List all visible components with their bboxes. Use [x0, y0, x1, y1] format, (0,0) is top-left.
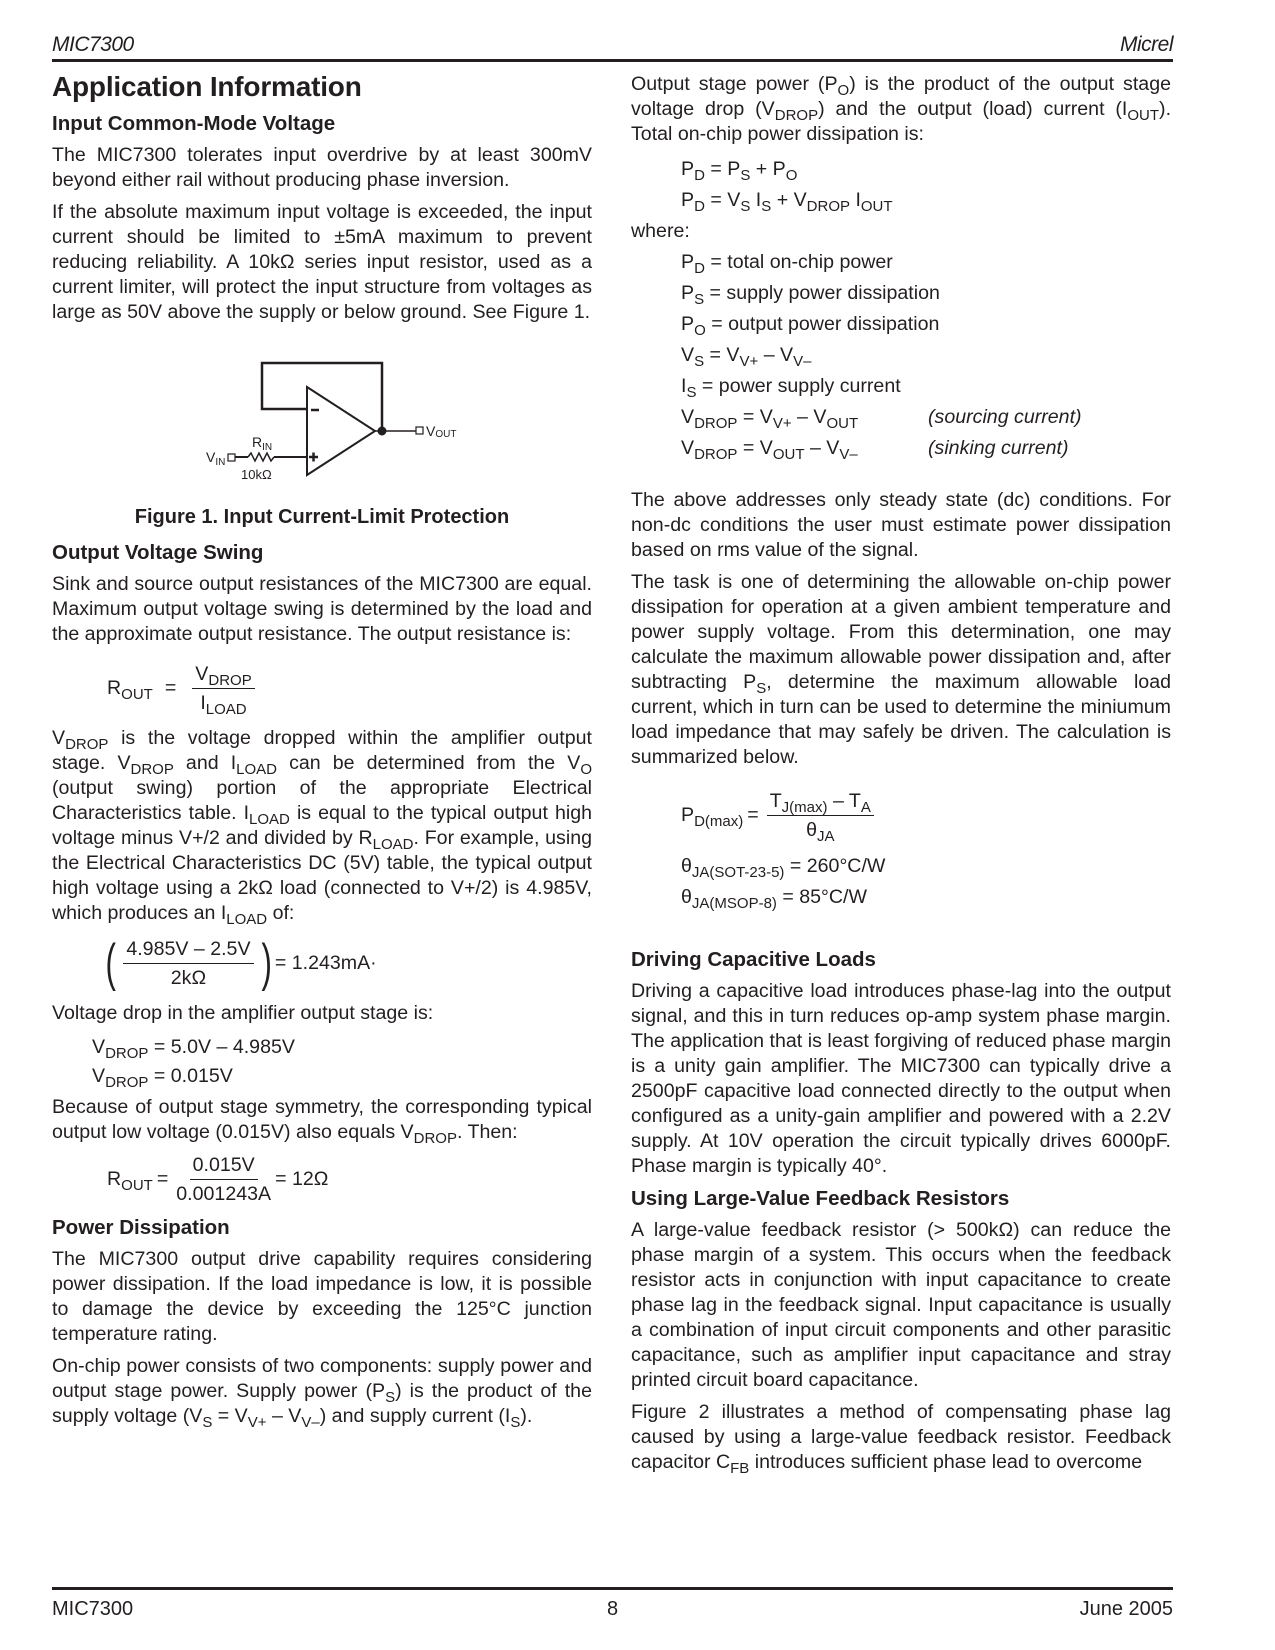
paragraph: Driving a capacitive load introduces phase-lag into the output signal, and this in turn reduces op-amp system phase margin. The application that is least forgiving of reduced phase margin is a unity gain amplifier. The MIC7300 can typically drive a 2500pF capacitive load connected directly to the output when configured as a unity-gain amplifier and powered with a 2.2V supply. At 10V operation the circuit typically drives 6000pF. Phase margin is typically 40°. [631, 980, 1171, 1177]
header-company: Micrel [1120, 33, 1173, 56]
header-rule [52, 59, 1173, 62]
page-number: 8 [606, 1598, 619, 1620]
paragraph: $V_{DROP}$ is the voltage dropped within the amplifier output stage. $V_{DROP}$ and $I_{LOAD}$ can be determined from the $V_O$ (output swing) portion of the appropriate Electrical Characteristics table. $I_{LOAD}$ is equal to the typical output high voltage minus V+/2 and divided by $R_{LOAD}$. For example, using the Electrical Characteristics DC (5V) table, the typical output high voltage using a 2kΩ load (connected to V+/2) is 4.985V, which produces an $I_{LOAD}$ of: [52, 727, 593, 928]
section-heading-power-dissipation: Power Dissipation [52, 1216, 230, 1239]
figure-1-caption: Figure 1. Input Current-Limit Protection [134, 506, 510, 528]
footer-date: June 2005 [1079, 1598, 1173, 1620]
equation-note: (sourcing current) [928, 406, 1082, 428]
output-node [378, 427, 386, 435]
paragraph: Figure 2 illustrates a method of compensating phase lag caused by using a large-value feedback resistor. Feedback capacitor $C_{FB}$ introduces sufficient phase lead to overcome [631, 1401, 1171, 1477]
equation-note: (sinking current) [928, 437, 1069, 459]
resistor-rin [248, 453, 274, 461]
paragraph: Output stage power $(P_O)$ is the product of the output stage voltage drop $(V_{DROP})$ and the output (load) current $(I_{OUT})$. Total on-chip power dissipation is: [631, 73, 1172, 145]
page-title: Application Information [52, 71, 362, 102]
equation-rout: $R_{OUT}$ = $\frac{V_{DROP}}{I_{LOAD}}$ [52, 661, 592, 716]
paragraph: On-chip power consists of two components: supply power and output stage power. Supply power $(P_S)$ is the product of the supply voltage $(V_S = V_{V+} - V_{V-})$ and supply current $(I_S)$. [52, 1355, 592, 1431]
rin-value: 10kΩ [241, 467, 272, 482]
op-amp-triangle [307, 387, 375, 475]
equation-line: $P_D = V_S$ $I_S + V_{DROP}$ $I_{OUT}$ [681, 189, 893, 215]
paragraph: Sink and source output resistances of the MIC7300 are equal. Maximum output voltage swing is determined by the load and the approximate output resistance. The output resistance is: [52, 573, 592, 645]
vout-terminal [416, 427, 423, 434]
definition-line: $V_{DROP} = V_{V+} - V_{OUT}$ (sourcing current) [631, 402, 1171, 433]
paragraph: Voltage drop in the amplifier output stage is: [52, 1002, 434, 1024]
definition-line: $P_D$ = total on-chip power [681, 251, 893, 277]
equation-rout-value: $R_{OUT}$ = $\frac{0.015V}{0.001243A}$ = 12Ω [107, 1154, 329, 1205]
paragraph: The MIC7300 tolerates input overdrive by at least 300mV beyond either rail without producing phase inversion. [52, 144, 592, 191]
figure-1-circuit [52, 337, 592, 497]
footer-rule [52, 1587, 1173, 1590]
theta-ja-msop8: $\theta_{JA(MSOP-8)} = 85^\circ C/W$ [681, 886, 867, 912]
definition-line: $V_{DROP} = V_{OUT} - V_{V-}$ (sinking current) [631, 433, 1171, 464]
rin-label: $R_{IN}$ [252, 434, 273, 453]
where-label: where: [631, 220, 690, 242]
vin-label: $V_{IN}$ [206, 449, 226, 468]
footer-part-number: MIC7300 [52, 1598, 134, 1620]
right-column [631, 68, 1171, 1482]
section-heading-feedback-resistors: Using Large-Value Feedback Resistors [631, 1187, 1010, 1210]
vout-label: VOUT [426, 423, 457, 440]
paragraph: If the absolute maximum input voltage is exceeded, the input current should be limited to ±5mA maximum to prevent reducing reliability. A 10kΩ series input resistor, used as a current limiter, will protect the input structure from voltages as large as 50V above the supply or below ground. See Figure 1. [52, 201, 592, 323]
vin-terminal [228, 454, 235, 461]
equation-vdrop-1: $V_{DROP} = 5.0V - 4.985V$ [92, 1036, 295, 1062]
paragraph: The above addresses only steady state (dc) conditions. For non-dc conditions the user must estimate power dissipation based on rms value of the signal. [631, 489, 1171, 561]
section-heading-input-common-mode: Input Common-Mode Voltage [52, 112, 336, 135]
definition-line: $P_O$ = output power dissipation [681, 313, 940, 339]
paragraph: A large-value feedback resistor (> 500kΩ) can reduce the phase margin of a system. This occurs when the feedback resistor acts in conjunction with input capacitance to create phase lag in the feedback signal. Input capacitance is usually a combination of input circuit components and other parasitic capacitance, such as amplifier input capacitance and stray printed circuit board capacitance. [631, 1219, 1171, 1391]
left-column [52, 68, 592, 1436]
equation-pd-max: $P_{D(max)}$ = $\frac{T_{J(max)} - T_A}{\theta_{JA}}$ [631, 788, 1171, 843]
paragraph: The MIC7300 output drive capability requires considering power dissipation. If the load impedance is low, it is possible to damage the device by exceeding the 125°C junction temperature rating. [52, 1248, 592, 1345]
definition-line: $P_S$ = supply power dissipation [681, 282, 940, 308]
paragraph: The task is one of determining the allowable on-chip power dissipation for operation at a given ambient temperature and power supply voltage. From this determination, one may calculate the maximum allowable power dissipation and, after subtracting $P_S$, determine the maximum allowable load current, which in turn can be used to determine the miniumum load impedance that may safely be driven. The calculation is summarized below. [631, 571, 1171, 768]
header-part-number: MIC7300 [52, 33, 134, 56]
equation-line: $P_D = P_S + P_O$ [681, 158, 798, 184]
op-amp-schematic [52, 337, 592, 497]
section-heading-capacitive-loads: Driving Capacitive Loads [631, 948, 876, 971]
theta-ja-sot23: $\theta_{JA(SOT-23-5)} = 260^\circ C/W$ [681, 855, 886, 881]
definition-line: $I_S$ = power supply current [681, 375, 901, 401]
section-heading-output-voltage-swing: Output Voltage Swing [52, 541, 264, 564]
equation-iload: ( $\frac{4.985V - 2.5V}{2k\Omega}$ ) = 1.243mA · [105, 934, 377, 992]
paragraph: Because of output stage symmetry, the corresponding typical output low voltage (0.015V) also equals $V_{DROP}$. Then: [52, 1096, 592, 1147]
equation-vdrop-2: $V_{DROP} = 0.015V$ [92, 1065, 233, 1091]
power-equations [631, 154, 1171, 216]
variable-definitions [631, 247, 1171, 464]
definition-line: $V_S = V_{V+} - V_{V-}$ [681, 344, 812, 370]
